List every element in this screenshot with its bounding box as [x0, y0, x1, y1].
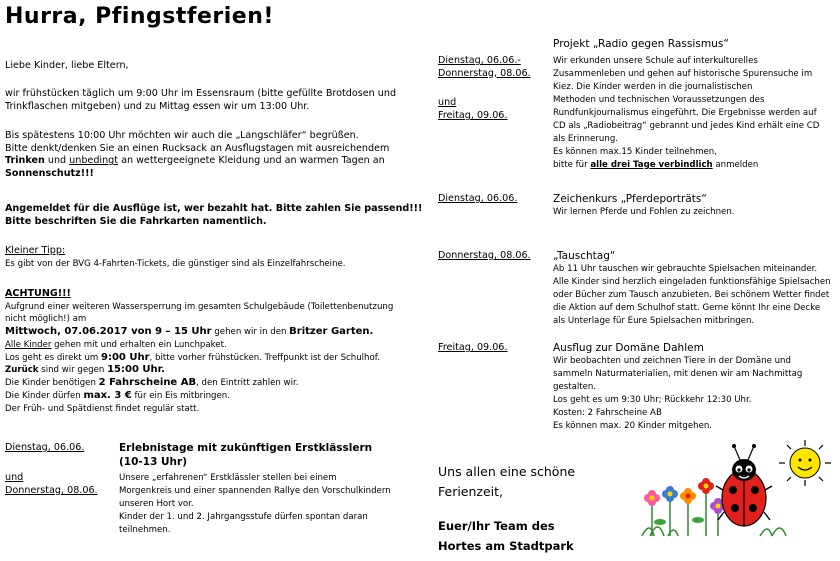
money-rest: für ein Eis mitbringen. — [131, 391, 230, 401]
swap-date: Donnerstag, 08.06. — [438, 250, 531, 261]
return-word: Zurück — [5, 365, 39, 375]
swap-line-2: Alle Kinder sind herzlich eingeladen funktionsfähige Spielsachen — [553, 277, 831, 287]
draw-date: Dienstag, 06.06. — [438, 193, 518, 204]
tip-heading: Kleiner Tipp: — [5, 245, 66, 256]
sun-icon — [779, 440, 831, 486]
sunscreen: Sonnenschutz!!! — [5, 167, 94, 179]
closing-line-2: Ferienzeit, — [438, 484, 504, 499]
event-line-5: teilnehmen. — [119, 525, 171, 535]
drinks-unbedingt: unbedingt — [69, 155, 119, 166]
event-date-2: Donnerstag, 08.06. — [5, 485, 98, 496]
radio-and: und — [438, 97, 457, 108]
lunch-text: gehen mit und erhalten ein Lunchpaket. — [51, 340, 227, 350]
drinks-rest: an wettergeeignete Kleidung und an warmen Tagen an — [118, 155, 385, 166]
radio-line-8: Es können max.15 Kinder teilnehmen, — [553, 147, 717, 157]
closure-place: Britzer Garten. — [289, 326, 374, 337]
radio-heading: Projekt „Radio gegen Rassismus“ — [553, 38, 729, 50]
breakfast-line-2: Trinkflaschen mitgeben) und zu Mittag essen wir um 13:00 Uhr. — [5, 100, 310, 112]
start-rest: , bitte vorher frühstücken. Treffpunkt ist der Schulhof. — [149, 352, 380, 363]
closure-date: Mittwoch, 07.06.2017 von 9 – 15 Uhr — [5, 326, 212, 337]
attention-heading: ACHTUNG!!! — [5, 288, 71, 299]
attention-line-4 — [5, 339, 227, 352]
tickets-text: Die Kinder benötigen — [5, 378, 99, 388]
start-time: 9:00 Uhr — [101, 351, 150, 363]
registered-line-2: Bitte beschriften Sie die Fahrkarten namentlich. — [5, 215, 267, 227]
trip-line-4: Los geht es um 9:30 Uhr; Rückkehr 12:30 Uhr. — [553, 395, 752, 405]
trip-line-1: Wir beobachten und zeichnen Tiere in der Domäne und — [553, 356, 791, 366]
event-heading-1: Erlebnistage mit zukünftigen Erstklässlern — [119, 442, 373, 454]
draw-heading: Zeichenkurs „Pferdeporträts“ — [553, 193, 707, 205]
trip-line-6: Es können max. 20 Kinder mitgehen. — [553, 421, 713, 431]
tip-text: Es gibt von der BVG 4-Fahrten-Tickets, die günstiger sind als Einzelfahrscheine. — [5, 259, 346, 269]
return-time: 15:00 Uhr. — [107, 364, 165, 375]
closing-line-1: Uns allen eine schöne — [438, 464, 576, 479]
radio-binding: alle drei Tage verbindlich — [590, 160, 713, 170]
tickets-count: 2 Fahrscheine AB — [98, 377, 197, 388]
radio-date-1: Dienstag, 06.06.- — [438, 55, 521, 66]
swap-heading: „Tauschtag“ — [553, 250, 616, 262]
radio-line-6: CD als „Radiobeitrag“ gebrannt und jedes Kind erhält eine CD — [553, 121, 820, 131]
swap-line-3: oder Bücher zum Tausch anzubieten. Bei schönem Wetter findet — [553, 290, 830, 300]
radio-line-2: Zusammenleben und gehen auf historische Spurensuche im — [553, 69, 813, 79]
event-date-1: Dienstag, 06.06. — [5, 442, 85, 453]
radio-line-5: Rundfunkjournalismus eingeführt. Die Ergebnisse werden auf — [553, 108, 817, 118]
radio-line-7: als Erinnerung. — [553, 134, 619, 144]
page-title: Hurra, Pfingstferien! — [5, 4, 274, 29]
attention-line-6 — [5, 364, 165, 377]
closure-go: gehen wir in den — [211, 327, 290, 337]
money-text: Die Kinder dürfen — [5, 391, 84, 401]
trip-line-3: gestalten. — [553, 382, 597, 392]
team-line-2: Hortes am Stadtpark — [438, 539, 574, 553]
drinks-and: und — [44, 155, 70, 166]
event-line-3: unseren Hort vor. — [119, 499, 194, 509]
attention-line-9: Der Früh- und Spätdienst findet regulär statt. — [5, 403, 200, 414]
trip-date: Freitag, 09.06. — [438, 342, 508, 353]
radio-line-4: Methoden und technischen Voraussetzungen des — [553, 95, 765, 105]
attention-line-5 — [5, 352, 380, 365]
breakfast-line-1: wir frühstücken täglich um 9:00 Uhr im Essensraum (bitte gefüllte Brotdosen und — [5, 88, 397, 99]
return-text: sind wir gegen — [38, 365, 108, 375]
ladybug-flowers-illustration — [640, 440, 838, 540]
radio-last-a: bitte für — [553, 160, 591, 170]
radio-line-3: Kiez. Die Kinder werden in die journalistischen — [553, 82, 753, 92]
team-line-1: Euer/Ihr Team des — [438, 519, 555, 533]
tickets-rest: , den Eintritt zahlen wir. — [196, 378, 299, 388]
start-text: Los geht es direkt um — [5, 352, 101, 363]
trip-line-2: sammeln Naturmaterialien, mit denen wir am Nachmittag — [553, 369, 803, 379]
drinks-word: Trinken — [5, 155, 45, 166]
radio-date-3: Freitag, 09.06. — [438, 110, 508, 121]
event-line-4: Kinder der 1. und 2. Jahrgangsstufe dürfen spontan daran — [119, 512, 368, 522]
trip-line-5: Kosten: 2 Fahrscheine AB — [553, 408, 662, 418]
attention-line-2: nicht möglich!) am — [5, 314, 87, 324]
attention-line-8 — [5, 390, 230, 403]
ladybug-icon — [716, 444, 772, 526]
radio-date-2: Donnerstag, 08.06. — [438, 67, 531, 79]
swap-line-1: Ab 11 Uhr tauschen wir gebrauchte Spielsachen miteinander. — [553, 264, 818, 274]
event-line-1: Unsere „erfahrenen“ Erstklässler stellen bei einem — [119, 473, 337, 483]
draw-line: Wir lernen Pferde und Fohlen zu zeichnen. — [553, 207, 735, 217]
greeting: Liebe Kinder, liebe Eltern, — [5, 60, 129, 71]
latesleepers-line-1: Bis spätestens 10:00 Uhr möchten wir auch die „Langschläfer“ begrüßen. — [5, 130, 359, 141]
swap-line-5: als Unterlage für Eure Spielsachen mitbringen. — [553, 316, 755, 326]
registered-line-1: Angemeldet für die Ausflüge ist, wer bezahlt hat. Bitte zahlen Sie passend!!! — [5, 203, 423, 214]
radio-last-c: anmelden — [712, 160, 759, 170]
swap-line-4: die Aktion auf dem Schulhof statt. Gerne könnt Ihr eine Decke — [553, 303, 821, 313]
attention-line-7 — [5, 377, 298, 390]
trip-heading: Ausflug zur Domäne Dahlem — [553, 342, 704, 354]
event-line-2: Morgenkreis und einer spannenden Rallye den Vorschulkindern — [119, 486, 391, 496]
grass-icon — [642, 527, 786, 536]
radio-line-9 — [553, 159, 758, 172]
attention-line-3 — [5, 326, 373, 339]
event-heading-2: (10-13 Uhr) — [119, 456, 188, 468]
latesleepers-line-2: Bitte denkt/denken Sie an einen Rucksack an Ausflugstagen mit ausreichendem — [5, 142, 390, 154]
radio-line-1: Wir erkunden unsere Schule auf interkulturelles — [553, 56, 758, 66]
money-amount: max. 3 € — [83, 390, 132, 401]
attention-line-1: Aufgrund einer weiteren Wassersperrung im gesamten Schulgebäude (Toilettenbenutzung — [5, 301, 394, 312]
all-children: Alle Kinder — [5, 340, 52, 350]
drinks-line — [5, 155, 385, 168]
event-and: und — [5, 472, 24, 483]
